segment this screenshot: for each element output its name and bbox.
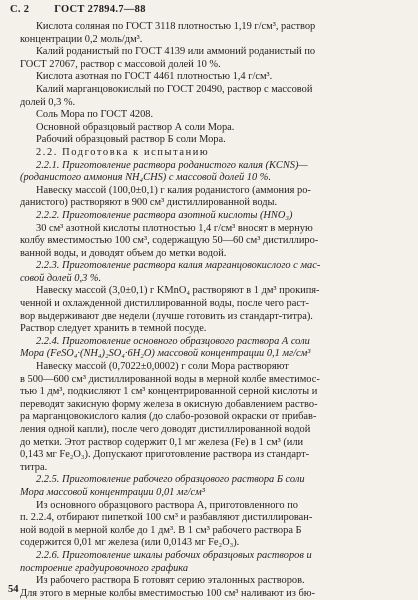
text-line: ления одной капли), после чего доводят дистиллированной водой (20, 424, 311, 435)
text-line: Из рабочего раствора Б готовят серию эталонных растворов. (36, 575, 305, 587)
text-line: Навеску массой (0,7022±0,0002) г соли Мора растворяют (36, 361, 289, 373)
document-body (20, 21, 410, 600)
text-line: Навеску массой (100,0±0,1) г калия роданистого (аммония ро- (36, 184, 311, 196)
text-line: титра. (20, 461, 48, 473)
text-line: Основной образцовый раствор А соли Мора. (36, 121, 235, 133)
text-line: в 500—600 см³ дистиллированной воды в мерной колбе вместимос- (20, 373, 320, 385)
text-line: Из основного образцового раствора А, приготовленного по (36, 499, 298, 511)
text-line: концентрации 0,2 моль/дм³. (20, 33, 143, 45)
text-line: до метки. Этот раствор содержит 0,1 мг железа (Fe) в 1 см³ (или (20, 436, 304, 448)
text-line: колбу вместимостью 100 см³, содержащую 50—60 см³ дистиллиро- (20, 235, 319, 247)
text-line: п. 2.2.4, отбирают пипеткой 100 см³ и разбавляют дистиллирован- (20, 512, 313, 524)
text-line: 30 см³ азотной кислоты плотностью 1,4 г/см³ вносят в мерную (36, 222, 313, 234)
subsection-title: 2.2.1. Приготовление раствора роданистого калия (KCNS)— (36, 159, 308, 171)
text-line: ра марганцовокислого калия (до слабо-розовой окраски от прибав- (20, 411, 317, 423)
subsection-title: 2.2.4. Приготовление основного образцового раствора А соли (36, 335, 310, 347)
text-line: тью 1 дм³, подкисляют 1 см³ концентрированной серной кислоты и (20, 386, 318, 398)
subsection-title: совой долей 0,3 %. (20, 272, 102, 284)
standard-code: ГОСТ 27894.7—88 (54, 4, 146, 15)
subsection-title: Мора (FeSO₄·(NH₄)₂SO₄·6H₂O) массовой концентрации 0,1 мг/см³ (20, 348, 311, 360)
page-header (10, 4, 408, 18)
subsection-title: 2.2.5. Приготовление рабочего образцового раствора Б соли (36, 474, 305, 486)
text-line: Навеску массой (3,0±0,1) г KMnO₄ растворяют в 1 дм³ прокипя- (36, 285, 320, 297)
text-line: Кислота азотная по ГОСТ 4461 плотностью 1,4 г/см³. (36, 71, 273, 83)
text-line: ченной и охлажденной дистиллированной воды, после чего раст- (20, 298, 309, 310)
text-line: Для этого в мерные колбы вместимостью 100 см³ наливают из бю- (20, 587, 315, 599)
text-line: ванной воды, и доводят объем до метки водой. (20, 247, 227, 259)
subsection-title: 2.2.3. Приготовление раствора калия марганцовокислого с мас- (36, 260, 321, 272)
text-line: вор выдерживают две недели (лучше готовить из стандарт-титра). (20, 310, 313, 322)
subsection-title: 2.2.2. Приготовление раствора азотной кислоты (HNO₃) (36, 209, 293, 221)
text-line: Соль Мора по ГОСТ 4208. (36, 109, 154, 121)
text-line: ной водой в мерной колбе до 1 дм³. В 1 см³ рабочего раствора Б (20, 524, 302, 536)
text-line: данистого) растворяют в 900 см³ дистиллированной воды. (20, 197, 278, 209)
text-line: Калий марганцовокислый по ГОСТ 20490, раствор с массовой (36, 83, 313, 95)
subsection-title: построение градуировочного графика (20, 562, 189, 574)
text-line: долей 0,3 %. (20, 96, 76, 108)
sheet-number: С. 2 (10, 4, 30, 15)
text-line: содержится 0,01 мг железа (или 0,0143 мг Fe₂O₃). (20, 537, 240, 549)
text-line: Раствор следует хранить в темной посуде. (20, 323, 207, 335)
text-line: Кислота соляная по ГОСТ 3118 плотностью 1,19 г/см³, раствор (36, 21, 316, 32)
subsection-title: Мора массовой концентрации 0,01 мг/см³ (20, 486, 205, 498)
subsection-title: (роданистого аммония NH₄CHS) с массовой долей 10 %. (20, 172, 272, 184)
section-heading: 2.2. Подготовка к испытанию (36, 146, 210, 158)
text-line: 0,143 мг Fe₂O₃). Допускают приготовление раствора из стандарт- (20, 449, 310, 461)
text-line: Рабочий образцовый раствор Б соли Мора. (36, 134, 226, 146)
page-number: 54 (8, 584, 19, 595)
text-line: ГОСТ 27067, раствор с массовой долей 10 %. (20, 58, 221, 70)
text-line: Калий роданистый по ГОСТ 4139 или аммоний роданистый по (36, 46, 316, 58)
subsection-title: 2.2.6. Приготовление шкалы рабочих образцовых растворов и (36, 549, 312, 561)
text-line: переводят закисную форму железа в окисную добавлением раство- (20, 398, 318, 410)
